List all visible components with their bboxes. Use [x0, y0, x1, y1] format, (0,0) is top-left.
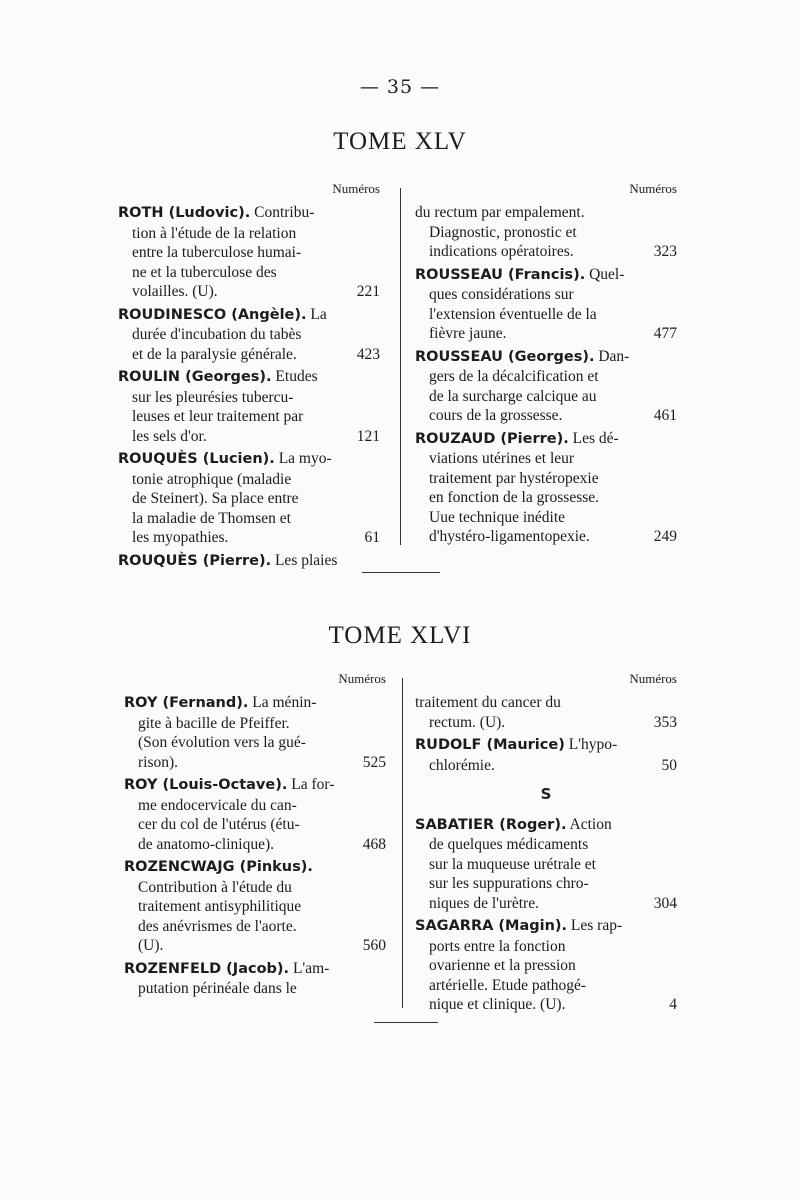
entry-number: 61	[364, 529, 380, 546]
entry-text: durée d'incubation du tabès	[132, 326, 302, 343]
entry-line	[118, 388, 380, 408]
entry-line	[118, 528, 380, 548]
entry-line	[415, 347, 677, 368]
entry-number: 560	[362, 937, 386, 954]
entry-text: L'hypo-	[568, 736, 618, 753]
entry-line	[124, 897, 386, 917]
entry-text: ports entre la fonction	[429, 937, 566, 955]
index-entry	[118, 449, 380, 548]
entry-line	[415, 693, 677, 713]
author-name: ROZENFELD (Jacob).	[124, 960, 290, 977]
entry-text: de anatomo-clinique).	[138, 835, 275, 853]
author-name: SABATIER (Roger).	[415, 816, 567, 833]
entry-line	[415, 995, 677, 1015]
entry-line	[415, 976, 677, 996]
entry-line	[118, 509, 380, 529]
column-divider	[402, 678, 403, 1008]
column-left	[124, 671, 386, 1002]
letter-heading: S	[540, 785, 552, 803]
entry-line	[118, 305, 380, 326]
entry-line	[118, 489, 380, 509]
entry-line	[118, 407, 380, 427]
entry-text: de Steinert). Sa place entre	[132, 490, 299, 507]
author-name: ROUSSEAU (Francis).	[415, 266, 586, 283]
entry-line	[118, 345, 380, 365]
entry-line	[124, 753, 386, 773]
entry-number: 304	[653, 894, 677, 912]
entry-number: 525	[362, 753, 386, 771]
entry-text: Diagnostic, pronostic et	[429, 223, 577, 241]
entry-text: d'hystéro-ligamentopexie.	[429, 528, 590, 545]
entry-text: traitement du cancer du	[415, 694, 561, 711]
entry-line	[124, 857, 386, 878]
entry-number: 461	[653, 407, 677, 424]
author-name: ROUSSEAU (Georges).	[415, 348, 595, 365]
entry-line	[415, 894, 677, 914]
entry-line	[124, 835, 386, 855]
author-name: ROY (Fernand).	[124, 695, 249, 711]
index-entry	[415, 916, 677, 1015]
entry-line	[415, 324, 677, 344]
entry-text: l'extension éventuelle de la	[429, 305, 597, 323]
entry-text: gers de la décalcification et	[429, 368, 599, 385]
index-entry	[415, 265, 677, 344]
entry-number: 221	[356, 283, 380, 300]
entry-text: cer du col de l'utérus (étu-	[138, 816, 300, 833]
entry-text: du rectum par empalement.	[415, 204, 585, 221]
entry-text: les sels d'or.	[132, 427, 207, 445]
entry-line	[415, 469, 677, 489]
entry-line	[415, 756, 677, 776]
entry-line	[124, 733, 386, 753]
column-header: Numéros	[338, 671, 386, 686]
column-right	[415, 181, 677, 550]
entry-number: 121	[356, 427, 380, 445]
entry-text: sur les suppurations chro-	[429, 875, 589, 892]
entry-line	[118, 367, 380, 388]
entry-line	[118, 551, 380, 572]
entry-text: (Son évolution vers la gué-	[138, 734, 306, 751]
entry-line	[415, 305, 677, 325]
entry-text: La for-	[291, 776, 335, 793]
entry-number: 477	[653, 325, 677, 342]
entry-number: 4	[669, 996, 677, 1013]
entry-line	[124, 693, 386, 714]
entry-text: rectum. (U).	[429, 713, 506, 731]
entry-text: traitement par hystéropexie	[429, 469, 599, 487]
index-entry	[118, 367, 380, 446]
entry-text: rison).	[138, 753, 179, 771]
entry-text: les myopathies.	[132, 529, 229, 546]
entry-line	[415, 937, 677, 957]
entry-text: artérielle. Etude pathogé-	[429, 976, 587, 994]
column-header: Numéros	[332, 181, 380, 196]
entry-text: nique et clinique. (U).	[429, 996, 566, 1013]
author-name: ROUQUÈS (Pierre).	[118, 552, 272, 569]
index-entry	[118, 305, 380, 365]
entry-text: et de la paralysie générale.	[132, 345, 297, 363]
entry-text: Les dé-	[572, 429, 619, 447]
entry-line	[124, 775, 386, 796]
index-entry	[118, 203, 380, 302]
entry-text: ovarienne et la pression	[429, 957, 576, 974]
entry-line	[118, 282, 380, 302]
entry-text: Etudes	[275, 368, 318, 385]
entry-text: Dan-	[598, 347, 630, 365]
entry-text: sur la muqueuse urétrale et	[429, 855, 596, 873]
entry-text: (U).	[138, 937, 164, 954]
entry-line	[124, 917, 386, 937]
entry-line	[118, 325, 380, 345]
entry-line	[415, 223, 677, 243]
entry-text: fièvre jaune.	[429, 325, 507, 342]
author-name: ROULIN (Georges).	[118, 369, 272, 385]
entry-line	[124, 959, 386, 980]
entry-line	[415, 508, 677, 528]
entry-line	[124, 878, 386, 898]
index-entry	[124, 693, 386, 772]
entry-text: chlorémie.	[429, 756, 495, 774]
column-divider	[400, 188, 401, 545]
entry-line	[124, 936, 386, 956]
entry-line	[415, 874, 677, 894]
author-name: SAGARRA (Magin).	[415, 918, 568, 934]
index-entry	[124, 857, 386, 956]
author-name: ROUZAUD (Pierre).	[415, 430, 569, 447]
entry-line	[118, 263, 380, 283]
entry-line	[118, 449, 380, 470]
entry-text: tion à l'étude de la relation	[132, 224, 297, 242]
entry-line	[118, 243, 380, 263]
entry-number: 323	[653, 243, 677, 260]
entry-line	[415, 367, 677, 387]
author-name: ROZENCWAJG (Pinkus).	[124, 859, 313, 875]
entry-line	[415, 916, 677, 937]
entry-text: gite à bacille de Pfeiffer.	[138, 714, 290, 732]
entry-text: tonie atrophique (maladie	[132, 470, 292, 488]
section-divider	[362, 572, 440, 573]
author-name: ROTH (Ludovic).	[118, 205, 251, 221]
entry-text: traitement antisyphilitique	[138, 898, 302, 915]
index-entry	[415, 693, 677, 732]
entry-line	[415, 387, 677, 407]
entry-line	[415, 429, 677, 450]
entry-text: putation périnéale dans le	[138, 980, 297, 997]
entry-line	[415, 203, 677, 223]
author-name: RUDOLF (Maurice)	[415, 737, 565, 753]
entry-text: Contribution à l'étude du	[138, 878, 292, 896]
entry-number: 50	[661, 756, 677, 774]
entry-text: la maladie de Thomsen et	[132, 509, 291, 527]
entry-text: Les rap-	[570, 917, 623, 934]
tome-title: TOME XLV	[333, 128, 467, 155]
entry-text: de quelques médicaments	[429, 836, 589, 853]
entry-text: ne et la tuberculose des	[132, 263, 277, 281]
entry-text: niques de l'urètre.	[429, 894, 539, 912]
entry-text: en fonction de la grossesse.	[429, 489, 600, 506]
tome-title: TOME XLVI	[328, 622, 472, 649]
entry-text: La myo-	[278, 450, 332, 467]
entry-line	[415, 956, 677, 976]
entry-text: L'am-	[292, 959, 330, 977]
entry-text: volailles. (U).	[132, 283, 218, 300]
entry-line	[124, 815, 386, 835]
bottom-divider	[374, 1022, 438, 1023]
entry-line	[118, 224, 380, 244]
column-right	[415, 671, 677, 1018]
entry-text: La ménin-	[252, 694, 317, 711]
entry-number: 423	[356, 345, 380, 363]
author-name: ROUDINESCO (Angèle).	[118, 306, 307, 323]
entry-line	[124, 979, 386, 999]
entry-text: des anévrismes de l'aorte.	[138, 917, 297, 935]
index-entry	[124, 775, 386, 854]
entry-line	[415, 835, 677, 855]
entry-text: ques considérations sur	[429, 286, 574, 303]
author-name: ROY (Louis-Octave).	[124, 777, 288, 793]
entry-line	[124, 714, 386, 734]
entry-text: leuses et leur traitement par	[132, 408, 304, 425]
entry-text: La	[310, 305, 327, 323]
entry-line	[415, 815, 677, 836]
entry-line	[124, 796, 386, 816]
entry-text: de la surcharge calcique au	[429, 387, 597, 405]
index-entry	[124, 959, 386, 999]
entry-line	[415, 242, 677, 262]
index-entry	[415, 429, 677, 547]
entry-line	[415, 285, 677, 305]
entry-line	[415, 406, 677, 426]
entry-text: viations utérines et leur	[429, 450, 575, 467]
entry-line	[118, 203, 380, 224]
entry-line	[415, 449, 677, 469]
entry-line	[118, 470, 380, 490]
entry-text: Uue technique inédite	[429, 508, 566, 526]
entry-line	[415, 488, 677, 508]
index-entry	[415, 203, 677, 262]
entry-line	[118, 427, 380, 447]
author-name: ROUQUÈS (Lucien).	[118, 451, 275, 467]
index-entry	[415, 735, 677, 775]
entry-line	[415, 855, 677, 875]
entry-text: entre la tuberculose humai-	[132, 244, 302, 261]
index-entry	[118, 551, 380, 572]
entry-line	[415, 735, 677, 756]
index-entry	[415, 347, 677, 426]
column-header: Numéros	[629, 181, 677, 196]
page-number: — 35 —	[359, 76, 441, 98]
entry-text: Contribu-	[254, 204, 315, 221]
entry-text: indications opératoires.	[429, 243, 574, 260]
entry-text: Quel-	[589, 265, 625, 283]
entry-line	[415, 713, 677, 733]
column-header: Numéros	[629, 671, 677, 686]
entry-text: Les plaies	[274, 551, 338, 569]
entry-number: 468	[362, 835, 386, 853]
entry-text: Action	[569, 815, 612, 833]
entry-line	[415, 527, 677, 547]
entry-line	[415, 265, 677, 286]
column-left	[118, 181, 380, 574]
entry-number: 249	[653, 528, 677, 545]
entry-text: sur les pleurésies tubercu-	[132, 388, 294, 406]
entry-number: 353	[653, 713, 677, 731]
entry-text: cours de la grossesse.	[429, 407, 563, 424]
index-entry	[415, 815, 677, 914]
entry-text: me endocervicale du can-	[138, 796, 297, 814]
